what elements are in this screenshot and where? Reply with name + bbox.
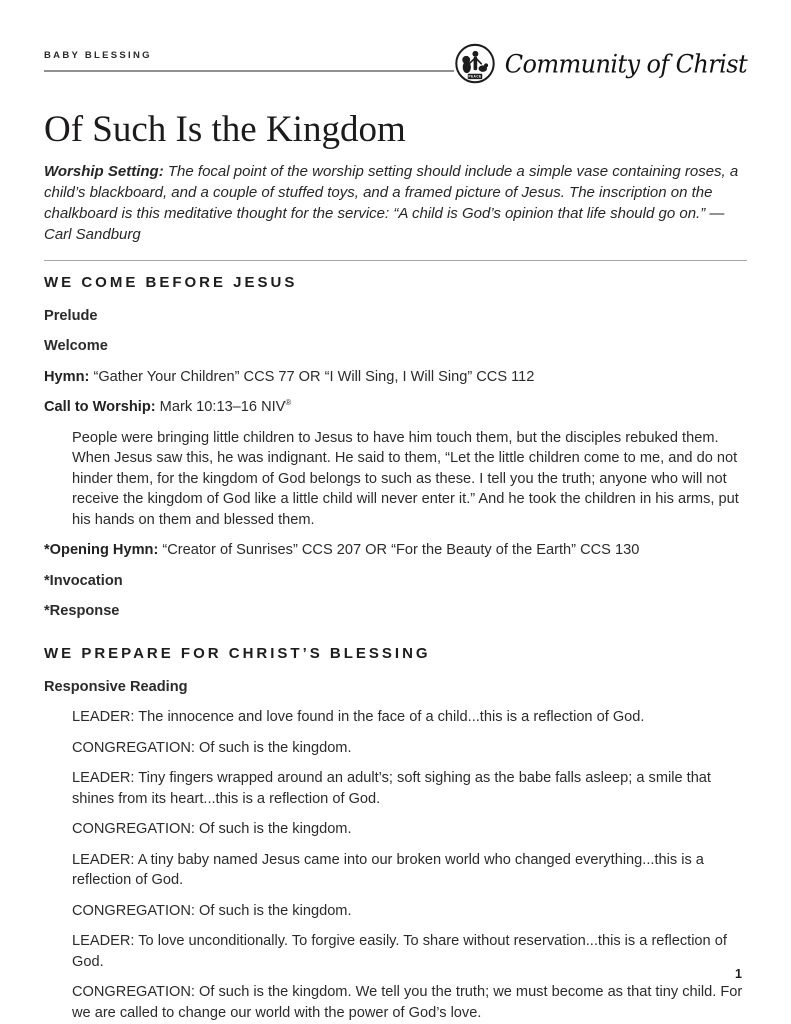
order-of-service-item: Prelude <box>44 307 98 324</box>
service-section <box>44 260 747 622</box>
congregation-line: CONGREGATION: Of such is the kingdom. <box>72 739 352 756</box>
leader-line: LEADER: A tiny baby named Jesus came into our broken world who changed everything...this is a reflection of God. <box>72 851 704 889</box>
congregation-line: CONGREGATION: Of such is the kingdom. <box>72 902 352 919</box>
header-divider <box>44 70 454 72</box>
order-of-service-item: Responsive Reading <box>44 678 188 695</box>
logo-wordmark: Community of Christ <box>504 49 747 79</box>
community-of-christ-logo <box>454 43 747 85</box>
worship-setting-note <box>44 161 747 245</box>
header-eyebrow-block <box>44 46 454 72</box>
page-title: Of Such Is the Kingdom <box>44 109 406 150</box>
order-of-service-item: Hymn: “Gather Your Children” CCS 77 OR “I Will Sing, I Will Sing” CCS 112 <box>44 368 535 385</box>
section-heading: WE PREPARE FOR CHRIST’S BLESSING <box>44 644 431 662</box>
document-category-label: BABY BLESSING <box>44 50 152 61</box>
document-header <box>44 46 747 85</box>
item-label: Call to Worship: <box>44 399 156 416</box>
order-of-service-item: Welcome <box>44 338 108 355</box>
leader-line: LEADER: Tiny fingers wrapped around an adult’s; soft sighing as the babe falls asleep; a smile that shines from its heart...this is a reflection of God. <box>72 770 711 807</box>
congregation-line: CONGREGATION: Of such is the kingdom. We tell you the truth; we must become as that tiny child. For we are called to change our world with the power of God’s love. <box>72 984 743 1021</box>
leader-line: LEADER: To love unconditionally. To forgive easily. To share without reservation...this is a reflection of God. <box>72 933 727 970</box>
service-sections <box>44 260 747 1024</box>
order-of-service-item: Call to Worship: Mark 10:13–16 NIV® <box>44 398 292 416</box>
item-label: *Opening Hymn: <box>44 542 159 559</box>
page-number: 1 <box>735 967 742 981</box>
worship-setting-text: The focal point of the worship setting should include a simple vase containing roses, a child’s blackboard, and a couple of stuffed toys, and a framed picture of Jesus. The inscription on the chalkboard is this meditative thought for the service: “A child is God’s opinion that life should go on.” —Carl Sandburg <box>44 162 739 243</box>
scripture-text: People were bringing little children to Jesus to have him touch them, but the disciples rebuked them. When Jesus saw this, he was indignant. He said to them, “Let the little children come to me, and do not hinder them, for the kingdom of God belongs to such as these. I tell you the truth; anyone who will not receive the kingdom of God like a little child will never enter it.” And he took the children in his arms, put his hands on them and blessed them. <box>72 429 739 528</box>
worship-setting-label: Worship Setting: <box>44 162 164 180</box>
registered-mark: ® <box>285 398 292 408</box>
section-heading: WE COME BEFORE JESUS <box>44 273 298 291</box>
order-of-service-item: *Invocation <box>44 572 123 589</box>
church-seal-icon <box>454 43 496 85</box>
order-of-service-item: *Response <box>44 603 120 620</box>
item-label: Hymn: <box>44 368 90 385</box>
order-of-service-item: *Opening Hymn: “Creator of Sunrises” CCS 207 OR “For the Beauty of the Earth” CCS 130 <box>44 542 640 559</box>
service-section <box>44 645 747 1024</box>
leader-line: LEADER: The innocence and love found in the face of a child...this is a reflection of God. <box>72 709 645 726</box>
seal-peace-label: PEACE <box>468 74 482 79</box>
congregation-line: CONGREGATION: Of such is the kingdom. <box>72 821 352 838</box>
